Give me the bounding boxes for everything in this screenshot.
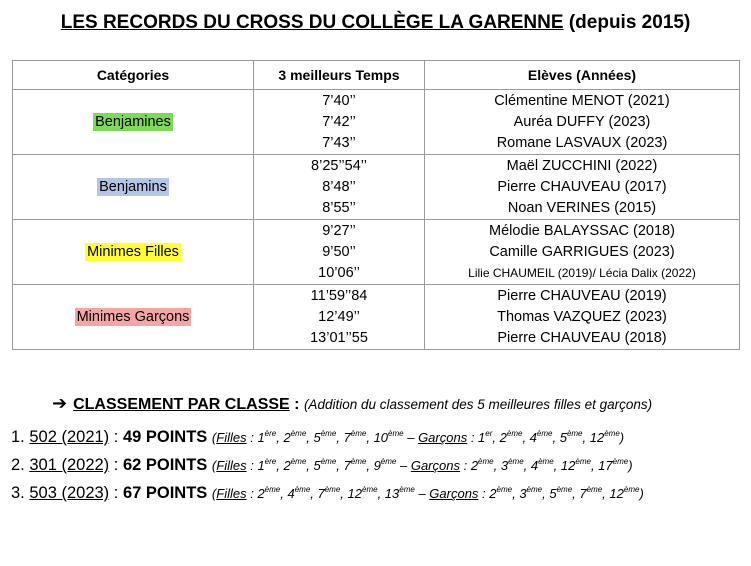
ranking-number: 3.: [11, 484, 30, 502]
girls-label: Filles: [216, 430, 247, 445]
ranking-details: (Filles : 1ère, 2ème, 5ème, 7ème, 10ème – Garçons : 1er, 2ème, 4ème, 5ème, 12ème): [211, 429, 625, 445]
time-value: 11’59’’84: [310, 287, 368, 304]
ranking-points: 67 POINTS: [122, 484, 208, 502]
time-value: 9’27’’: [322, 222, 356, 239]
student-name: Thomas VAZQUEZ (2023): [497, 308, 667, 325]
ranking-class: 502 (2021): [29, 428, 110, 446]
time-value: 9’50’’: [322, 243, 356, 260]
time-value: 10’06’’: [318, 264, 360, 281]
ranking-title: CLASSEMENT PAR CLASSE: [73, 396, 290, 413]
table-row: [13, 90, 740, 155]
header-times: 3 meilleurs Temps: [254, 61, 425, 90]
ranking-item: 1. 502 (2021) : 49 POINTS (Filles : 1ère, 2ème, 5ème, 7ème, 10ème – Garçons : 1er, 2ème, 4ème, 5ème, 12ème): [11, 428, 625, 446]
records-table: [12, 60, 740, 350]
table-row: [13, 220, 740, 285]
girls-label: Filles: [216, 486, 247, 501]
right-arrow-icon: ➔: [52, 393, 68, 413]
title-main: LES RECORDS DU CROSS DU COLLÈGE LA GARENNE: [60, 12, 564, 33]
title-sub: (depuis 2015): [568, 12, 691, 33]
category-cell: [13, 220, 254, 285]
student-name: Romane LASVAUX (2023): [496, 134, 668, 151]
ranking-points: 62 POINTS: [122, 456, 208, 474]
student-name: Noan VERINES (2015): [507, 199, 657, 216]
times-cell: [254, 285, 425, 350]
table-row: [13, 155, 740, 220]
times-cell: [254, 90, 425, 155]
category-cell: [13, 155, 254, 220]
ranking-number: 2.: [11, 456, 30, 474]
category-label: Minimes Filles: [87, 244, 179, 260]
student-name: Pierre CHAUVEAU (2017): [497, 178, 667, 195]
students-cell: [425, 220, 740, 285]
category-label: Minimes Garçons: [76, 309, 190, 325]
boys-label: Garçons: [418, 430, 468, 445]
table-row: [13, 285, 740, 350]
category-cell: [13, 285, 254, 350]
student-name: Auréa DUFFY (2023): [513, 113, 651, 130]
time-value: 7’43’’: [322, 134, 356, 151]
ranking-details: (Filles : 2ème, 4ème, 7ème, 12ème, 13ème – Garçons : 2ème, 3ème, 5ème, 7ème, 12ème): [211, 485, 644, 501]
ranking-item: 3. 503 (2023) : 67 POINTS (Filles : 2ème, 4ème, 7ème, 12ème, 13ème – Garçons : 2ème, 3ème, 5ème, 7ème, 12ème): [11, 484, 644, 502]
header-categories: Catégories: [13, 61, 254, 90]
ranking-class: 301 (2022): [29, 456, 110, 474]
student-name: Pierre CHAUVEAU (2018): [497, 329, 667, 346]
boys-label: Garçons: [429, 486, 479, 501]
student-name: Camille GARRIGUES (2023): [489, 243, 675, 260]
student-name: Pierre CHAUVEAU (2019): [497, 287, 667, 304]
student-name: Clémentine MENOT (2021): [494, 92, 670, 109]
time-value: 7’42’’: [322, 113, 356, 130]
header-students: Elèves (Années): [425, 61, 740, 90]
students-cell: [425, 155, 740, 220]
students-cell: [425, 285, 740, 350]
student-name: Lilie CHAUMEIL (2019)/ Lécia Dalix (2022): [468, 265, 696, 280]
page-title: [0, 12, 751, 34]
ranking-details: (Filles : 1ère, 2ème, 5ème, 7ème, 9ème – Garçons : 2ème, 3ème, 4ème, 12ème, 17ème): [211, 457, 633, 473]
time-value: 13’01’’55: [310, 329, 368, 346]
time-value: 8’48’’: [322, 178, 356, 195]
ranking-number: 1.: [11, 428, 30, 446]
time-value: 7’40’’: [322, 92, 356, 109]
ranking-class: 503 (2023): [29, 484, 110, 502]
category-cell: [13, 90, 254, 155]
ranking-note: (Addition du classement des 5 meilleures filles et garçons): [303, 397, 653, 412]
category-label: Benjamins: [99, 179, 167, 195]
times-cell: [254, 220, 425, 285]
table-header-row: [13, 61, 740, 90]
times-cell: [254, 155, 425, 220]
ranking-points: 49 POINTS: [122, 428, 208, 446]
ranking-heading: ➔ CLASSEMENT PAR CLASSE : (Addition du classement des 5 meilleures filles et garçons): [52, 393, 653, 413]
boys-label: Garçons: [410, 458, 460, 473]
student-name: Mélodie BALAYSSAC (2018): [489, 222, 675, 239]
category-label: Benjamines: [95, 114, 171, 130]
time-value: 8’55’’: [322, 199, 356, 216]
time-value: 8’25’’54’’: [311, 157, 367, 174]
students-cell: [425, 90, 740, 155]
ranking-item: 2. 301 (2022) : 62 POINTS (Filles : 1ère, 2ème, 5ème, 7ème, 9ème – Garçons : 2ème, 3ème, 4ème, 12ème, 17ème): [11, 456, 633, 474]
student-name: Maël ZUCCHINI (2022): [506, 157, 658, 174]
girls-label: Filles: [216, 458, 247, 473]
time-value: 12’49’’: [318, 308, 360, 325]
